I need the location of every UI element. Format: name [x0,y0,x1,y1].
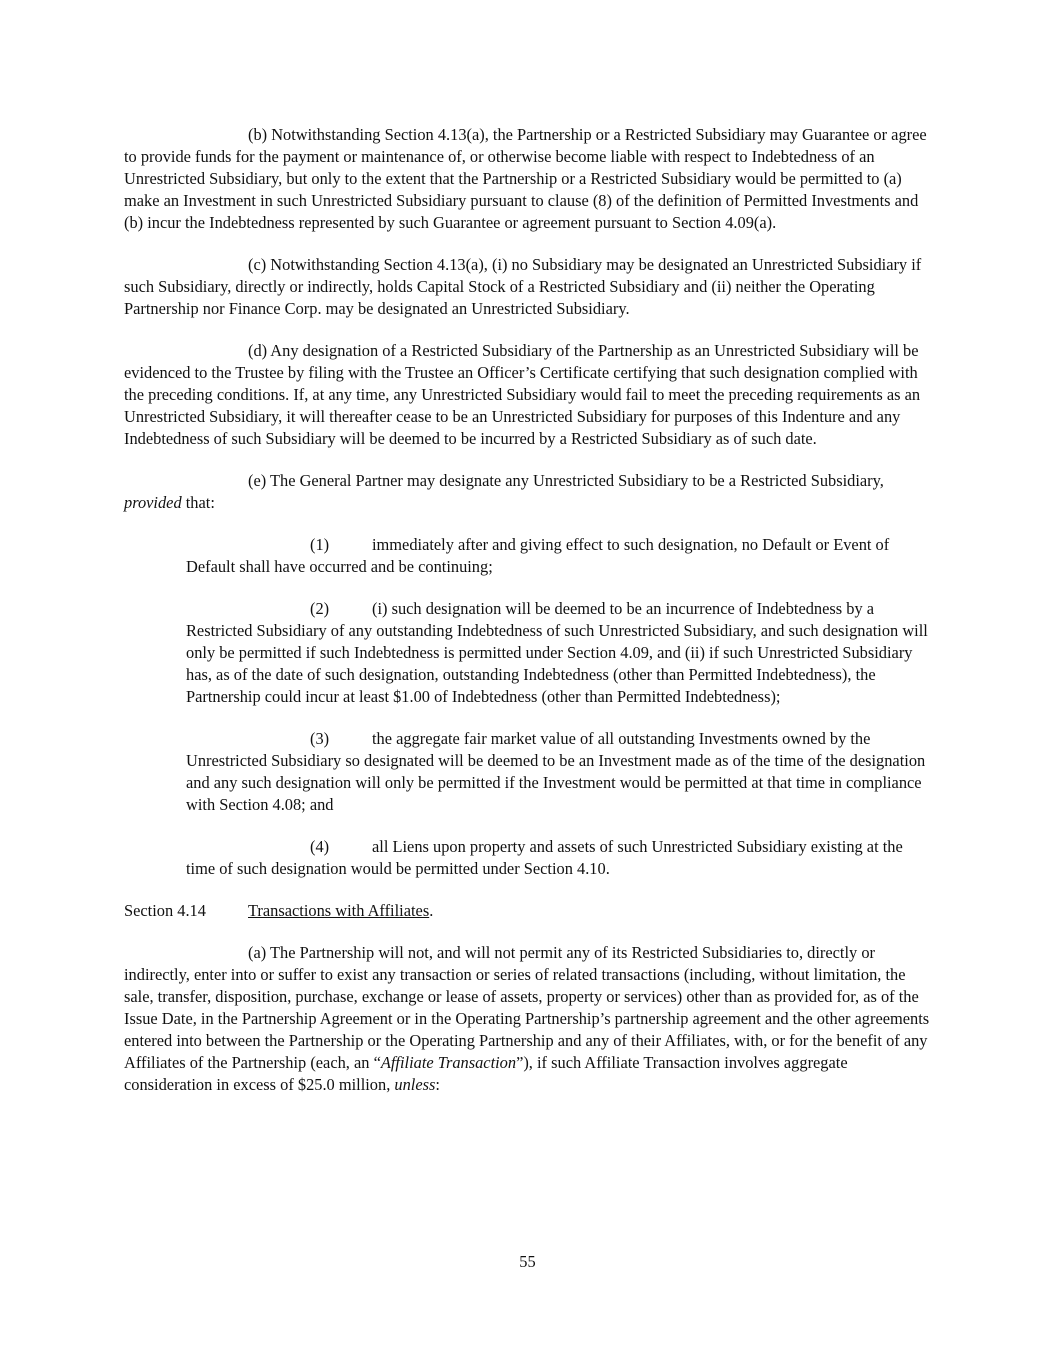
page-number: 55 [519,1252,536,1271]
section-title: Transactions with Affiliates [248,901,430,920]
clause-3: (3) the aggregate fair market value of all outstanding Investments owned by the Unrestricted Subsidiary so designated will be deemed to be an Investment made as of the time of the designation and any such designation will only be permitted if the Investment would be permitted at that time in compliance with Section 4.08; and [186,729,926,814]
clause-4: (4) all Liens upon property and assets of such Unrestricted Subsidiary existing at the time of such designation would be permitted under Section 4.10. [186,837,903,878]
section-number: Section 4.14 [124,901,206,920]
paragraph-e: (e) The General Partner may designate any Unrestricted Subsidiary to be a Restricted Subsidiary, provided that: [124,471,884,512]
document-page [124,124,934,1116]
paragraph-a: (a) The Partnership will not, and will not permit any of its Restricted Subsidiaries to, directly or indirectly, enter into or suffer to exist any transaction or series of related transactions (including, without limitation, the sale, transfer, disposition, purchase, exchange or lease of assets, property or services) other than as provided for, as of the Issue Date, in the Partnership Agreement or in the Operating Partnership’s partnership agreement and the other agreements entered into between the Partnership or the Operating Partnership and any of their Affiliates, with, or for the benefit of any Affiliates of the Partnership (each, an “Affiliate Transaction”), if such Affiliate Transaction involves aggregate consideration in excess of $25.0 million, unless: [124,943,930,1094]
section-heading: Section 4.14 Transactions with Affiliates. [124,901,434,920]
paragraph-b: (b) Notwithstanding Section 4.13(a), the Partnership or a Restricted Subsidiary may Guarantee or agree to provide funds for the payment or maintenance of, or otherwise become liable with respect to Indebtedness of an Unrestricted Subsidiary, but only to the extent that the Partnership or a Restricted Subsidiary would be permitted to (a) make an Investment in such Unrestricted Subsidiary pursuant to clause (8) of the definition of Permitted Investments and (b) incur the Indebtedness represented by such Guarantee or agreement pursuant to Section 4.09(a). [124,125,927,232]
paragraph-d: (d) Any designation of a Restricted Subsidiary of the Partnership as an Unrestricted Subsidiary will be evidenced to the Trustee by filing with the Trustee an Officer’s Certificate certifying that such designation complied with the preceding conditions. If, at any time, any Unrestricted Subsidiary would fail to meet the preceding requirements as an Unrestricted Subsidiary, it will thereafter cease to be an Unrestricted Subsidiary for purposes of this Indenture and any Indebtedness of such Subsidiary will be deemed to be incurred by a Restricted Subsidiary as of such date. [124,341,921,448]
clause-1: (1) immediately after and giving effect to such designation, no Default or Event of Default shall have occurred and be continuing; [186,535,890,576]
paragraph-c: (c) Notwithstanding Section 4.13(a), (i) no Subsidiary may be designated an Unrestricted Subsidiary if such Subsidiary, directly or indirectly, holds Capital Stock of a Restricted Subsidiary and (ii) neither the Operating Partnership nor Finance Corp. may be designated an Unrestricted Subsidiary. [124,255,922,318]
clause-2: (2) (i) such designation will be deemed to be an incurrence of Indebtedness by a Restricted Subsidiary of any outstanding Indebtedness of such Unrestricted Subsidiary, and such designation will only be permitted if such Indebtedness is permitted under Section 4.09, and (ii) if such Unrestricted Subsidiary has, as of the date of such designation, outstanding Indebtedness (other than Permitted Indebtedness), the Partnership could incur at least $1.00 of Indebtedness (other than Permitted Indebtedness); [186,599,928,706]
